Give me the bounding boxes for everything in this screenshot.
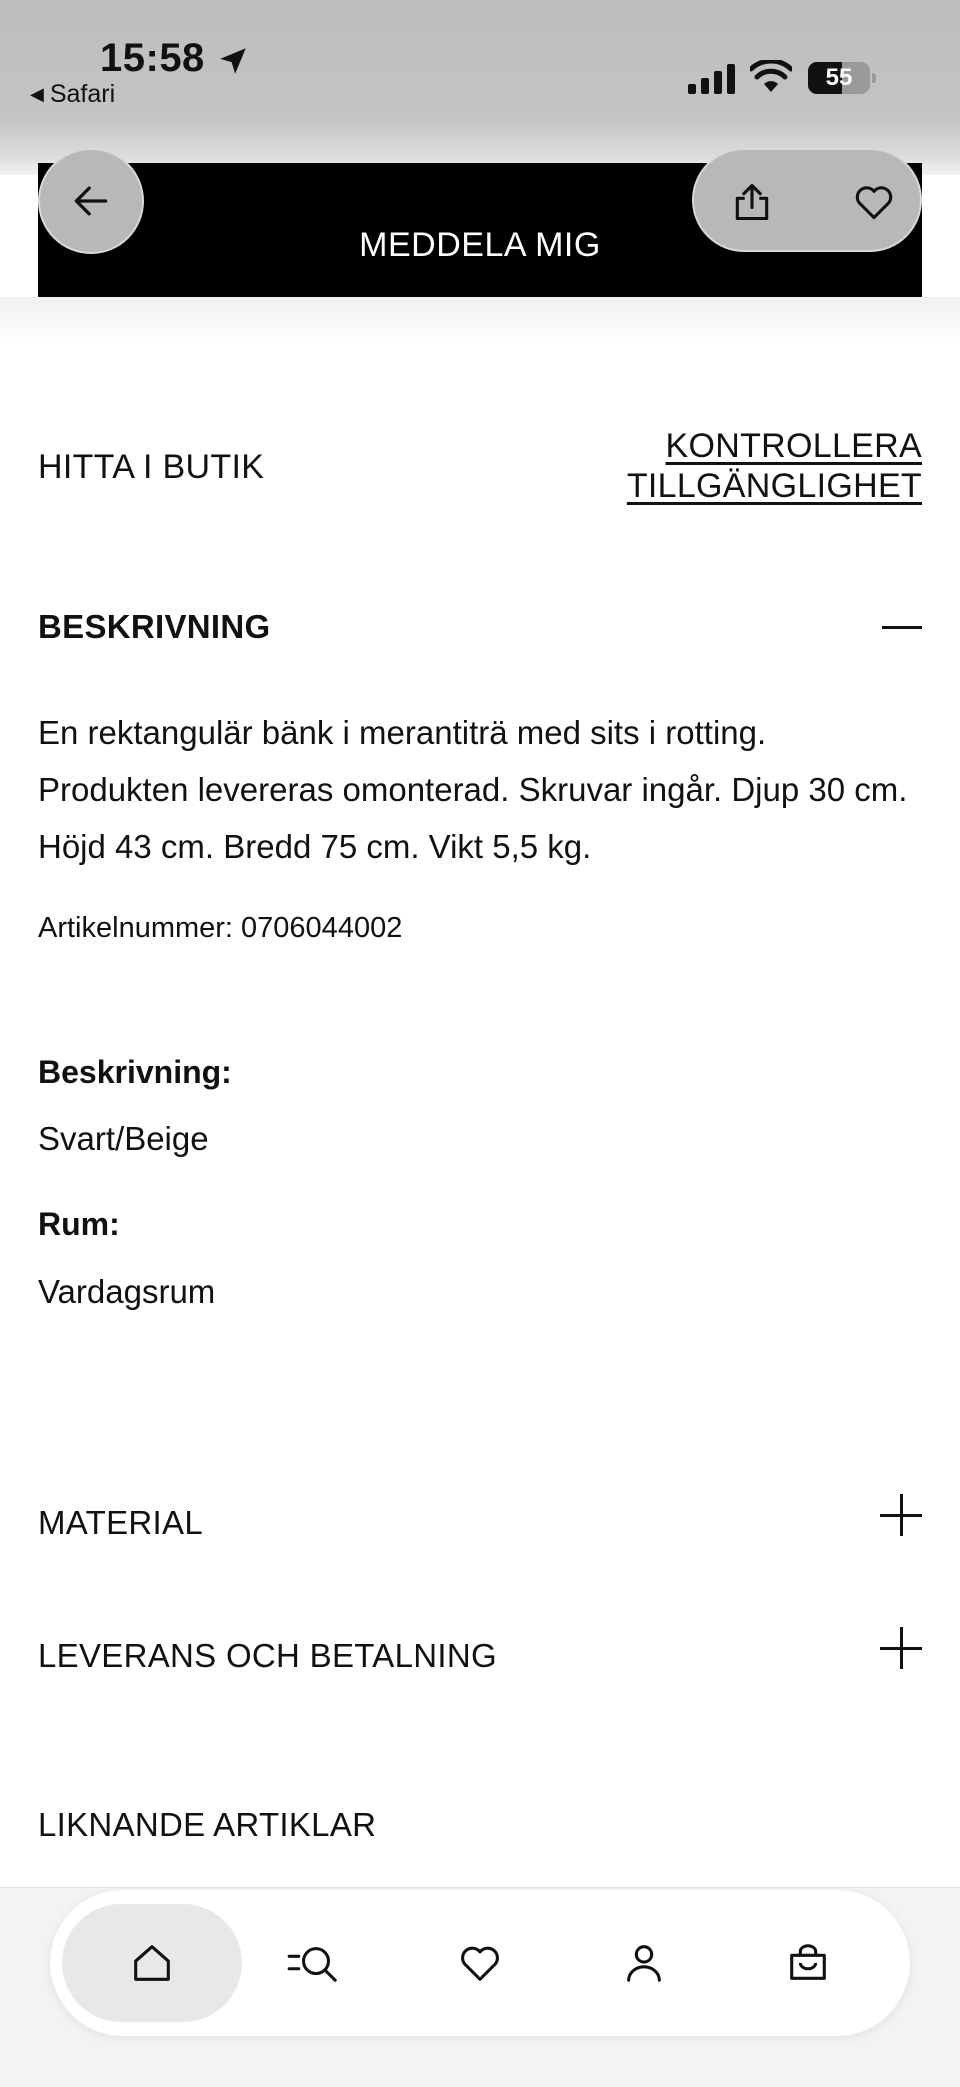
plus-icon [880, 1627, 922, 1669]
delivery-title: LEVERANS OCH BETALNING [38, 1637, 497, 1674]
status-time: 15:58 [100, 36, 205, 80]
location-arrow-icon [216, 44, 250, 78]
battery-icon [808, 62, 876, 94]
battery-level: 55 [825, 64, 853, 91]
notify-me-label: MEDDELA MIG [359, 225, 601, 264]
check-availability-link[interactable] [627, 426, 922, 506]
attribute-label-room: Rum: [38, 1206, 120, 1242]
arrow-left-icon [69, 179, 113, 223]
nav-account[interactable] [554, 1904, 734, 2022]
search-icon [287, 1940, 345, 1986]
description-accordion-header[interactable] [38, 608, 922, 658]
check-availability-line1: KONTROLLERA [665, 427, 922, 465]
nav-bag[interactable] [718, 1904, 898, 2022]
back-to-safari[interactable] [30, 80, 115, 109]
share-icon [730, 180, 774, 224]
minus-icon [882, 626, 922, 629]
header-shadow [0, 297, 960, 347]
attribute-value-color: Svart/Beige [38, 1120, 209, 1157]
material-accordion-header[interactable] [38, 1494, 922, 1554]
description-title: BESKRIVNING [38, 608, 271, 645]
nav-home[interactable] [62, 1904, 242, 2022]
back-button[interactable] [38, 148, 144, 254]
attribute-value-room: Vardagsrum [38, 1273, 216, 1310]
back-app-label: Safari [49, 80, 116, 108]
attribute-label-color: Beskrivning: [38, 1054, 232, 1090]
article-number: Artikelnummer: 0706044002 [38, 912, 403, 944]
similar-items-heading: LIKNANDE ARTIKLAR [38, 1806, 377, 1843]
check-availability-line2: TILLGÄNGLIGHET [626, 467, 922, 505]
bottom-nav [50, 1890, 910, 2036]
description-text: En rektangulär bänk i merantiträ med sits i rotting. Produkten levereras omonterad. Skruvar ingår. Djup 30 cm. Höjd 43 cm. Bredd 75 cm. Vikt 5,5 kg. [38, 714, 908, 865]
nav-favorites[interactable] [390, 1904, 570, 2022]
cellular-signal-icon [688, 64, 736, 94]
plus-icon [880, 1494, 922, 1536]
share-button[interactable] [722, 172, 782, 232]
favorite-button[interactable] [844, 172, 904, 232]
shopping-bag-icon [785, 1940, 831, 1986]
wifi-icon [750, 60, 792, 94]
back-triangle-icon: ◀ [30, 84, 44, 104]
heart-icon [457, 1940, 503, 1986]
person-icon [621, 1940, 667, 1986]
find-in-store-row [38, 426, 922, 516]
header-actions [692, 148, 922, 252]
material-title: MATERIAL [38, 1504, 203, 1541]
home-icon [129, 1940, 175, 1986]
find-in-store-label: HITTA I BUTIK [38, 448, 265, 486]
nav-search[interactable] [226, 1904, 406, 2022]
heart-icon [852, 180, 896, 224]
delivery-accordion-header[interactable] [38, 1627, 922, 1687]
